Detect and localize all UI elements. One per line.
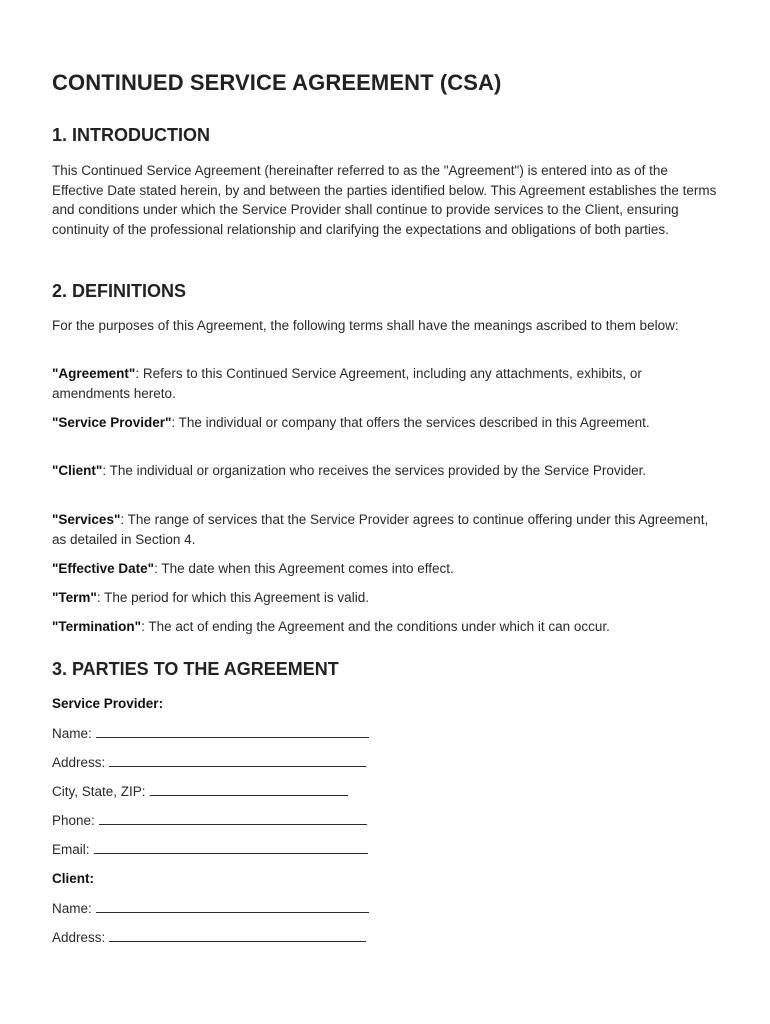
section-heading-parties: 3. PARTIES TO THE AGREEMENT	[52, 659, 339, 679]
client-label: Client:	[52, 871, 94, 886]
section-heading-definitions: 2. DEFINITIONS	[52, 281, 187, 301]
name-blank-line[interactable]	[96, 899, 369, 913]
service-provider-email-field	[52, 840, 368, 859]
definition-text: : The date when this Agreement comes into effect.	[154, 561, 454, 576]
client-address-field	[52, 928, 366, 947]
definition-term: "Term"	[52, 590, 97, 605]
definition-service-provider	[52, 413, 722, 433]
definition-text: : The individual or company that offers the services described in this Agreement.	[171, 415, 650, 430]
section-heading-introduction: 1. INTRODUCTION	[52, 125, 211, 145]
field-label: Phone:	[52, 813, 95, 828]
city-state-zip-blank-line[interactable]	[150, 782, 348, 796]
definition-term: "Effective Date"	[52, 561, 155, 576]
field-label: Name:	[52, 726, 92, 741]
definition-term-item	[52, 588, 722, 608]
field-label: Email:	[52, 842, 90, 857]
service-provider-phone-field	[52, 811, 367, 830]
definition-term: "Agreement"	[52, 366, 136, 381]
field-label: Name:	[52, 901, 92, 916]
definition-term: "Termination"	[52, 619, 142, 634]
definitions-intro: For the purposes of this Agreement, the following terms shall have the meanings ascribed to them below:	[52, 318, 679, 333]
definition-text: : The range of services that the Service Provider agrees to continue offering under this Agreement, as detailed in Section 4.	[52, 512, 709, 547]
name-blank-line[interactable]	[96, 724, 369, 738]
definition-text: : The act of ending the Agreement and the conditions under which it can occur.	[141, 619, 610, 634]
definition-client	[52, 461, 722, 481]
definition-termination	[52, 617, 722, 637]
field-label: Address:	[52, 755, 106, 770]
service-provider-address-field	[52, 753, 366, 772]
definition-text: : Refers to this Continued Service Agreement, including any attachments, exhibits, or amendments hereto.	[52, 366, 642, 401]
email-blank-line[interactable]	[94, 840, 368, 854]
definition-text: : The individual or organization who receives the services provided by the Service Provider.	[102, 463, 647, 478]
field-label: Address:	[52, 930, 106, 945]
field-label: City, State, ZIP:	[52, 784, 146, 799]
definition-services	[52, 510, 722, 549]
address-blank-line[interactable]	[109, 928, 366, 942]
phone-blank-line[interactable]	[99, 811, 367, 825]
document-title: CONTINUED SERVICE AGREEMENT (CSA)	[52, 70, 502, 95]
definition-text: : The period for which this Agreement is valid.	[96, 590, 369, 605]
service-provider-name-field	[52, 724, 369, 743]
service-provider-city-state-zip-field	[52, 782, 348, 801]
definition-term: "Services"	[52, 512, 121, 527]
client-name-field	[52, 899, 369, 918]
introduction-paragraph: This Continued Service Agreement (hereinafter referred to as the "Agreement") is entered into as of the Effective Date stated herein, by and between the parties identified below. This Agreement establishes the terms and conditions under which the Service Provider shall continue to provide services to the Client, ensuring continuity of the professional relationship and clarifying the expectations and obligations of both parties.	[52, 163, 717, 237]
definition-agreement	[52, 364, 722, 403]
service-provider-label: Service Provider:	[52, 696, 164, 711]
definition-effective-date	[52, 559, 722, 579]
address-blank-line[interactable]	[109, 753, 366, 767]
definition-term: "Client"	[52, 463, 103, 478]
definition-term: "Service Provider"	[52, 415, 172, 430]
